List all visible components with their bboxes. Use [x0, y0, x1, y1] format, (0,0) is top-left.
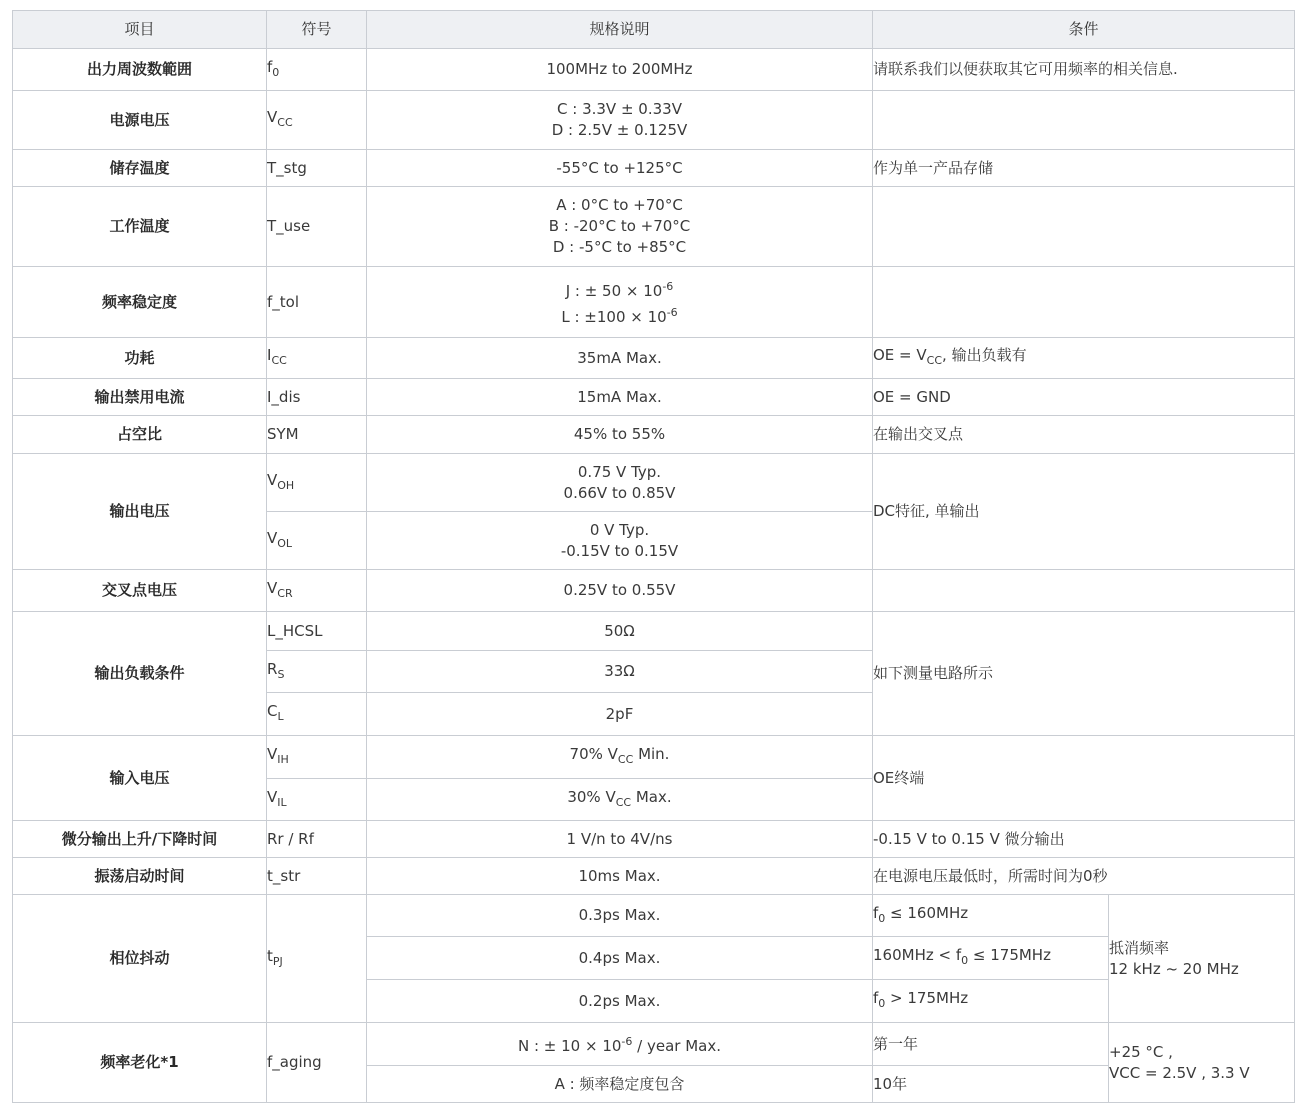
item-cell: 相位抖动: [13, 895, 267, 1023]
table-row: [13, 454, 1295, 512]
spec-line: D : -5°C to +85°C: [552, 238, 687, 256]
cond-text: f: [873, 903, 879, 922]
cond-line: +25 °C ,: [1109, 1042, 1173, 1061]
spec-cell: [367, 267, 873, 338]
table-row: [13, 1023, 1295, 1066]
spec-text: 70% V: [569, 745, 618, 763]
cond-line: VCC = 2.5V , 3.3 V: [1109, 1063, 1250, 1082]
spec-cell: 10ms Max.: [367, 858, 873, 895]
symbol-cell: I_dis: [267, 379, 367, 416]
condition-cell: [873, 187, 1295, 267]
cond-text: ≤ 160MHz: [885, 903, 969, 922]
cond-text: OE = V: [873, 346, 927, 364]
condition-cell: OE = GND: [873, 379, 1295, 416]
item-cell: 储存温度: [13, 150, 267, 187]
spec-cell: 0.3ps Max.: [367, 895, 873, 937]
item-cell: 输入电压: [13, 736, 267, 821]
table-row: [13, 821, 1295, 858]
spec-line: B : -20°C to +70°C: [548, 217, 691, 235]
spec-cell: [367, 1023, 873, 1066]
spec-text: J : ± 50 × 10: [565, 282, 663, 300]
symbol-main: V: [267, 470, 278, 489]
cond-text: ≤ 175MHz: [968, 946, 1051, 964]
table-row: [13, 91, 1295, 150]
symbol-main: V: [267, 108, 278, 126]
cond-sub: 0: [878, 911, 886, 925]
condition-cell: [873, 267, 1295, 338]
table-row: [13, 858, 1295, 895]
condition-cell: 在输出交叉点: [873, 416, 1295, 454]
symbol-cell: [267, 454, 367, 512]
table-row: [13, 612, 1295, 651]
item-cell: 振荡启动时间: [13, 858, 267, 895]
spec-cell: [367, 91, 873, 150]
symbol-sub: 0: [272, 65, 280, 79]
condition-cell: -0.15 V to 0.15 V 微分输出: [873, 821, 1295, 858]
condition-cell: 10年: [873, 1066, 1109, 1103]
symbol-cell: Rr / Rf: [267, 821, 367, 858]
item-cell: 输出禁用电流: [13, 379, 267, 416]
condition-cell: [873, 91, 1295, 150]
table-row: [13, 150, 1295, 187]
item-cell: 交叉点电压: [13, 570, 267, 612]
header-row: [13, 11, 1295, 49]
symbol-sub: OL: [277, 536, 293, 550]
spec-cell: -55°C to +125°C: [367, 150, 873, 187]
symbol-sub: CR: [277, 586, 293, 600]
spec-cell: [367, 512, 873, 570]
cond-text: f: [873, 989, 879, 1007]
condition-cell: 请联系我们以便获取其它可用频率的相关信息.: [873, 49, 1295, 91]
symbol-main: t: [267, 946, 273, 965]
symbol-main: R: [267, 659, 278, 678]
item-cell: 出力周波数範囲: [13, 49, 267, 91]
symbol-cell: t_str: [267, 858, 367, 895]
spec-exponent: -6: [621, 1035, 633, 1048]
symbol-sub: IL: [277, 795, 287, 809]
spec-line: D : 2.5V ± 0.125V: [551, 121, 688, 139]
symbol-cell: T_use: [267, 187, 367, 267]
symbol-sub: CC: [277, 116, 293, 129]
symbol-sub: OH: [277, 478, 295, 492]
symbol-cell: f_tol: [267, 267, 367, 338]
spec-cell: 0.4ps Max.: [367, 937, 873, 980]
cond-line: 抵消频率: [1109, 938, 1170, 957]
condition-cell: 在电源电压最低时，所需时间为0秒: [873, 858, 1295, 895]
spec-line: 0.66V to 0.85V: [563, 483, 676, 502]
cond-sub: 0: [878, 997, 886, 1010]
spec-table: [12, 10, 1295, 1103]
table-row: [13, 416, 1295, 454]
spec-cell: [367, 454, 873, 512]
condition-cell: 第一年: [873, 1023, 1109, 1066]
symbol-main: f: [267, 57, 273, 76]
condition-cell: [873, 895, 1109, 937]
header-spec: 规格说明: [367, 11, 873, 49]
header-condition: 条件: [873, 11, 1295, 49]
spec-cell: A : 频率稳定度包含: [367, 1066, 873, 1103]
item-cell: 占空比: [13, 416, 267, 454]
table-row: [13, 570, 1295, 612]
spec-cell: 15mA Max.: [367, 379, 873, 416]
symbol-main: V: [267, 528, 278, 547]
spec-text: 30% V: [567, 787, 616, 806]
symbol-main: V: [267, 787, 278, 806]
cond-text: , 输出负载有: [942, 346, 1027, 364]
condition-cell: 作为单一产品存储: [873, 150, 1295, 187]
symbol-cell: [267, 693, 367, 736]
spec-cell: [367, 736, 873, 779]
symbol-sub: IH: [277, 753, 289, 766]
table-row: [13, 187, 1295, 267]
symbol-cell: [267, 651, 367, 693]
symbol-cell: [267, 895, 367, 1023]
symbol-cell: [267, 570, 367, 612]
spec-line: C : 3.3V ± 0.33V: [557, 100, 682, 118]
condition-cell: 如下测量电路所示: [873, 612, 1295, 736]
condition-cell: DC特征, 单输出: [873, 454, 1295, 570]
cond-sub: CC: [926, 354, 943, 367]
symbol-sub: L: [277, 710, 284, 723]
item-cell: 频率老化*1: [13, 1023, 267, 1103]
table-row: [13, 267, 1295, 338]
spec-cell: 0.25V to 0.55V: [367, 570, 873, 612]
spec-cell: 100MHz to 200MHz: [367, 49, 873, 91]
spec-text: Min.: [633, 745, 670, 763]
condition-cell: [873, 570, 1295, 612]
table-row: [13, 379, 1295, 416]
header-symbol: 符号: [267, 11, 367, 49]
spec-cell: 2pF: [367, 693, 873, 736]
spec-exponent: -6: [666, 306, 678, 319]
spec-cell: [367, 187, 873, 267]
symbol-main: C: [267, 702, 278, 720]
table-row: [13, 895, 1295, 937]
symbol-cell: [267, 779, 367, 821]
spec-line: 0 V Typ.: [589, 520, 650, 539]
spec-cell: 0.2ps Max.: [367, 980, 873, 1023]
symbol-cell: T_stg: [267, 150, 367, 187]
symbol-cell: [267, 512, 367, 570]
symbol-cell: [267, 736, 367, 779]
condition-cell: [873, 338, 1295, 379]
cond-text: 160MHz < f: [873, 946, 962, 964]
spec-text: Max.: [631, 787, 672, 806]
spec-sub: CC: [617, 753, 634, 766]
spec-cell: 45% to 55%: [367, 416, 873, 454]
spec-text: L : ±100 × 10: [561, 308, 667, 326]
symbol-cell: [267, 91, 367, 150]
header-item: 项目: [13, 11, 267, 49]
spec-cell: 1 V/n to 4V/ns: [367, 821, 873, 858]
condition-cell: OE终端: [873, 736, 1295, 821]
symbol-cell: [267, 338, 367, 379]
symbol-cell: SYM: [267, 416, 367, 454]
condition-extra-cell: [1109, 1023, 1295, 1103]
spec-exponent: -6: [662, 280, 674, 293]
condition-cell: [873, 980, 1109, 1023]
spec-line: -0.15V to 0.15V: [560, 541, 679, 560]
item-cell: 频率稳定度: [13, 267, 267, 338]
condition-extra-cell: [1109, 895, 1295, 1023]
spec-text: / year Max.: [632, 1037, 721, 1055]
item-cell: 电源电压: [13, 91, 267, 150]
symbol-main: V: [267, 745, 278, 763]
item-cell: 输出负载条件: [13, 612, 267, 736]
symbol-main: V: [267, 578, 278, 597]
spec-sub: CC: [615, 795, 632, 809]
item-cell: 工作温度: [13, 187, 267, 267]
spec-cell: 50Ω: [367, 612, 873, 651]
spec-table-container: [12, 10, 1294, 1103]
symbol-cell: [267, 49, 367, 91]
spec-cell: 33Ω: [367, 651, 873, 693]
symbol-cell: L_HCSL: [267, 612, 367, 651]
spec-cell: [367, 779, 873, 821]
symbol-sub: PJ: [272, 954, 283, 968]
spec-line: [367, 276, 872, 302]
spec-cell: 35mA Max.: [367, 338, 873, 379]
cond-line: 12 kHz ~ 20 MHz: [1109, 959, 1239, 978]
spec-line: 0.75 V Typ.: [577, 462, 662, 481]
table-row: [13, 49, 1295, 91]
spec-text: N : ± 10 × 10: [517, 1037, 622, 1055]
item-cell: 微分输出上升/下降时间: [13, 821, 267, 858]
table-row: [13, 736, 1295, 779]
symbol-main: I: [267, 346, 272, 364]
symbol-cell: f_aging: [267, 1023, 367, 1103]
symbol-sub: S: [277, 667, 285, 681]
spec-line: A : 0°C to +70°C: [556, 196, 683, 214]
item-cell: 输出电压: [13, 454, 267, 570]
item-cell: 功耗: [13, 338, 267, 379]
condition-cell: [873, 937, 1109, 980]
spec-line: [367, 302, 872, 328]
table-row: [13, 338, 1295, 379]
symbol-sub: CC: [271, 354, 287, 367]
cond-sub: 0: [961, 954, 969, 967]
cond-text: > 175MHz: [885, 989, 969, 1007]
